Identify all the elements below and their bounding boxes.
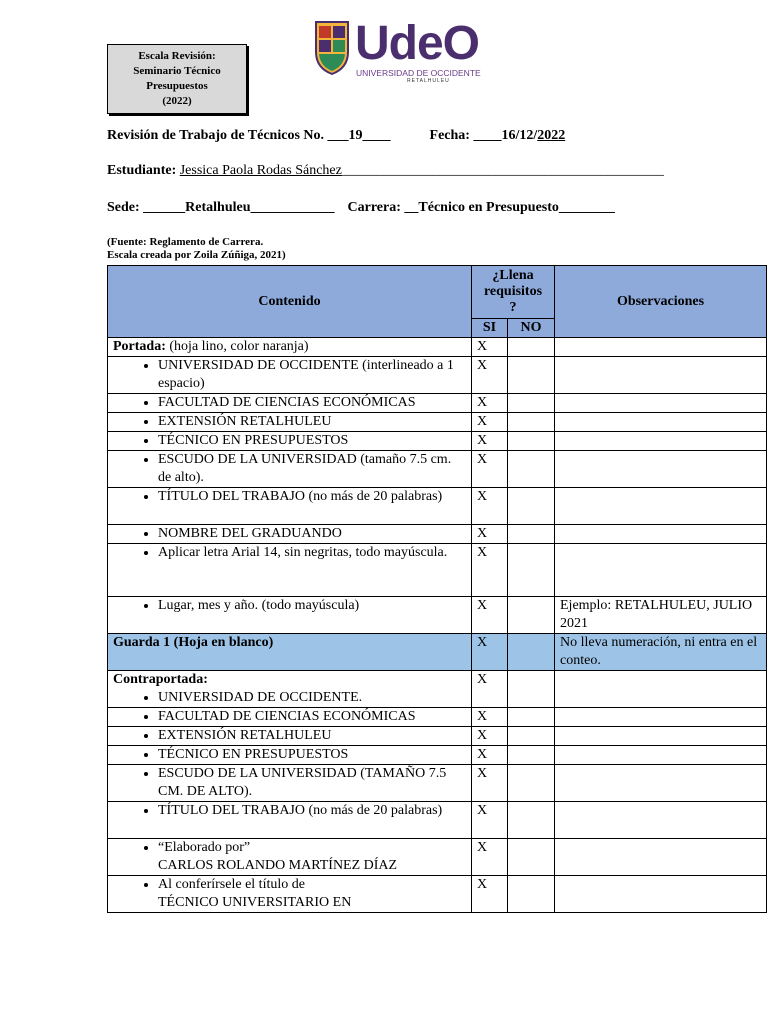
si-mark: X	[472, 451, 508, 488]
guarda-title: Guarda 1 (Hoja en blanco)	[108, 634, 472, 671]
table-row	[108, 765, 767, 802]
si-mark: X	[472, 357, 508, 394]
list-item: • UNIVERSIDAD DE OCCIDENTE.	[158, 689, 466, 707]
si-mark: X	[472, 746, 508, 765]
col-requirements-header: ¿Llena requisitos ?	[472, 266, 555, 319]
si-mark: X	[472, 839, 508, 876]
review-line	[107, 128, 565, 144]
si-mark: X	[472, 727, 508, 746]
col-no-header: NO	[508, 319, 555, 338]
si-mark: X	[472, 432, 508, 451]
table-row	[108, 597, 767, 634]
career-value: __Técnico en Presupuesto________	[404, 200, 615, 215]
observation	[555, 451, 767, 488]
table-row	[108, 338, 767, 357]
student-fill: ______________________________________________	[341, 163, 664, 178]
portada-note: (hoja lino, color naranja)	[169, 339, 309, 354]
review-number: ___19____	[327, 128, 391, 143]
list-item: • UNIVERSIDAD DE OCCIDENTE (interlineado a 1 espacio)	[158, 357, 466, 393]
si-mark: X	[472, 413, 508, 432]
list-item: • TÍTULO DEL TRABAJO (no más de 20 palabras)	[158, 802, 466, 820]
table-row	[108, 451, 767, 488]
logo-university: UNIVERSIDAD DE OCCIDENTE	[356, 68, 481, 78]
date-value: ____16/12/	[473, 128, 538, 143]
scale-line: (2022)	[162, 95, 192, 107]
table-row	[108, 394, 767, 413]
table-row	[108, 357, 767, 394]
sede-line	[107, 200, 615, 216]
student-label: Estudiante:	[107, 163, 177, 178]
si-mark: X	[472, 394, 508, 413]
si-mark: X	[472, 544, 508, 597]
si-mark: X	[472, 634, 508, 671]
observation	[555, 488, 767, 525]
scale-line: Presupuestos	[146, 80, 208, 92]
source-line: (Fuente: Reglamento de Carrera.	[107, 236, 264, 248]
list-item: • TÉCNICO EN PRESUPUESTOS	[158, 746, 466, 764]
sede-label: Sede:	[107, 200, 140, 215]
si-mark: X	[472, 708, 508, 727]
list-item: • Lugar, mes y año. (todo mayúscula)	[158, 597, 466, 615]
list-item: • ESCUDO DE LA UNIVERSIDAD (tamaño 7.5 cm. de alto).	[158, 451, 466, 487]
review-table	[107, 265, 767, 913]
scale-box	[107, 44, 247, 114]
list-item: • NOMBRE DEL GRADUANDO	[158, 525, 466, 543]
list-item: • TÍTULO DEL TRABAJO (no más de 20 palabras)	[158, 488, 466, 506]
observation: Ejemplo: RETALHULEU, JULIO 2021	[555, 597, 767, 634]
contra-title: Contraportada:	[113, 672, 208, 687]
list-item: • ESCUDO DE LA UNIVERSIDAD (TAMAÑO 7.5 CM. DE ALTO).	[158, 765, 466, 801]
table-row	[108, 671, 767, 708]
date-year: 2022	[537, 128, 566, 143]
table-row	[108, 488, 767, 525]
table-row	[108, 876, 767, 913]
col-si-header: SI	[472, 319, 508, 338]
col-content-header: Contenido	[108, 266, 472, 338]
si-mark: X	[472, 525, 508, 544]
university-shield-icon	[313, 18, 351, 76]
table-row	[108, 708, 767, 727]
list-item	[158, 839, 466, 875]
student-line	[107, 163, 664, 179]
university-logo	[313, 18, 483, 82]
observation	[555, 413, 767, 432]
elaborado-line: • “Elaborado por”	[158, 840, 251, 855]
observation: No lleva numeración, ni entra en el conteo.	[555, 634, 767, 671]
table-row	[108, 413, 767, 432]
portada-title: Portada:	[113, 339, 166, 354]
titulo-line: • Al conferírsele el título de	[158, 877, 305, 892]
list-item: • FACULTAD DE CIENCIAS ECONÓMICAS	[158, 708, 466, 726]
scale-line: Seminario Técnico	[133, 65, 221, 77]
review-label: Revisión de Trabajo de Técnicos No.	[107, 128, 325, 143]
table-row	[108, 634, 767, 671]
list-item: • Aplicar letra Arial 14, sin negritas, todo mayúscula.	[158, 544, 466, 562]
logo-city: RETALHULEU	[407, 78, 450, 84]
table-row	[108, 544, 767, 597]
list-item: • FACULTAD DE CIENCIAS ECONÓMICAS	[158, 394, 466, 412]
source-note	[107, 236, 286, 262]
titulo-line: TÉCNICO UNIVERSITARIO EN	[158, 895, 352, 910]
observation	[555, 394, 767, 413]
table-row	[108, 525, 767, 544]
observation	[555, 357, 767, 394]
col-observations-header: Observaciones	[555, 266, 767, 338]
table-row	[108, 432, 767, 451]
observation	[555, 525, 767, 544]
si-mark: X	[472, 338, 508, 357]
si-mark: X	[472, 802, 508, 839]
table-row	[108, 839, 767, 876]
observation	[555, 544, 767, 597]
list-item	[158, 876, 466, 912]
observation	[555, 432, 767, 451]
si-mark: X	[472, 876, 508, 913]
sede-value: ______Retalhuleu____________	[143, 200, 335, 215]
list-item: • TÉCNICO EN PRESUPUESTOS	[158, 432, 466, 450]
list-item: • EXTENSIÓN RETALHULEU	[158, 727, 466, 745]
student-name: Jessica Paola Rodas Sánchez	[179, 163, 342, 178]
scale-line: Escala Revisión:	[138, 50, 216, 62]
table-row	[108, 746, 767, 765]
table-row	[108, 802, 767, 839]
career-label: Carrera:	[347, 200, 401, 215]
source-line: Escala creada por Zoila Zúñiga, 2021)	[107, 249, 286, 261]
si-mark: X	[472, 765, 508, 802]
date-label: Fecha:	[429, 128, 470, 143]
logo-brand: UdeO	[355, 17, 480, 70]
elaborado-name: CARLOS ROLANDO MARTÍNEZ DÍAZ	[158, 858, 398, 873]
table-row	[108, 727, 767, 746]
si-mark: X	[472, 597, 508, 634]
si-mark: X	[472, 488, 508, 525]
list-item: • EXTENSIÓN RETALHULEU	[158, 413, 466, 431]
si-mark: X	[472, 671, 508, 708]
